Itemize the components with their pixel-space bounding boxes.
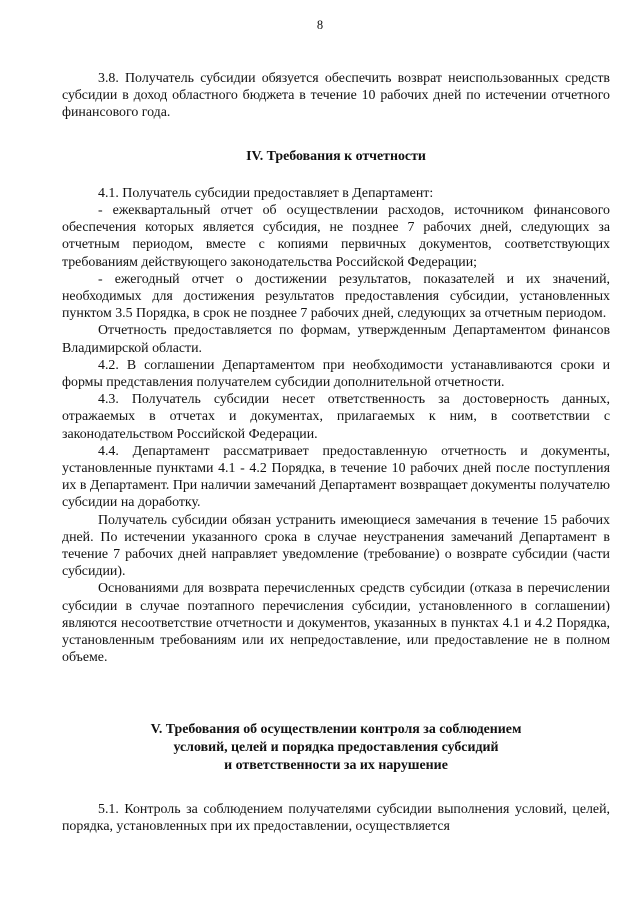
paragraph-4-2: 4.2. В соглашении Департаментом при необходимости устанавливаются сроки и формы представления получателем субсидии дополнительной отчетности.: [62, 357, 610, 391]
section-4-heading: IV. Требования к отчетности: [246, 148, 426, 164]
document-body: [62, 70, 610, 835]
section-5-heading-line-3: и ответственности за их нарушение: [224, 757, 448, 773]
paragraph-4-4: 4.4. Департамент рассматривает предоставленную отчетность и документы, установленные пунктами 4.1 - 4.2 Порядка, в течение 10 рабочих дней после поступления их в Департамент. При наличии замечаний Департамент возвращает документы получателю субсидии на доработку.: [62, 443, 610, 511]
paragraph-4-1-item-quarterly: - ежеквартальный отчет об осуществлении расходов, источником финансового обеспечения которых является субсидия, не позднее 7 рабочих дней, следующих за отчетным периодом, вместе с копиями первичных документов, соответствующих требованиям действующего законодательства Российской Федерации;: [62, 203, 610, 270]
paragraph-4-3: 4.3. Получатель субсидии несет ответственность за достоверность данных, отражаемых в отчетах и документах, прилагаемых к ним, в соответствии с законодательством Российской Федерации.: [62, 392, 610, 442]
paragraph-remarks: Получатель субсидии обязан устранить имеющиеся замечания в течение 15 рабочих дней. По истечении указанного срока в случае неустранения замечаний Департамент в течение 7 рабочих дней направляет уведомление (требование) о возврате субсидии (части субсидии).: [62, 512, 610, 580]
section-5-heading-line-2: условий, целей и порядка предоставления субсидий: [173, 739, 499, 755]
section-5-heading-line-1: V. Требования об осуществлении контроля за соблюдением: [150, 721, 522, 737]
paragraph-forms: Отчетность предоставляется по формам, утвержденным Департаментом финансов Владимирской области.: [62, 323, 610, 356]
paragraph-4-1: 4.1. Получатель субсидии предоставляет в Департамент:: [98, 185, 434, 201]
paragraph-3-8: 3.8. Получатель субсидии обязуется обеспечить возврат неиспользованных средств субсидии в доход областного бюджета в течение 10 рабочих дней по истечении отчетного финансового года.: [62, 71, 610, 121]
paragraph-5-1: 5.1. Контроль за соблюдением получателями субсидии выполнения условий, целей, порядка, установленных при их предоставлении, осуществляется: [62, 801, 610, 834]
paragraph-4-1-item-annual: - ежегодный отчет о достижении результатов, показателей и их значений, необходимых для достижения результатов предоставления субсидии, установленных пунктом 3.5 Порядка, в срок не позднее 7 рабочих дней, следующих за отчетным периодом.: [62, 271, 610, 322]
section-5-heading: [62, 721, 610, 775]
page-number: 8: [316, 18, 324, 32]
paragraph-return-grounds: Основаниями для возврата перечисленных средств субсидии (отказа в перечислении субсидии в случае поэтапного перечисления субсидии, установленного в соглашении) являются несоответствие отчетности и документов, указанных в пунктах 4.1 и 4.2 Порядка, установленным требованиям или их непредоставление, или предоставление не в полном объеме.: [62, 581, 610, 666]
